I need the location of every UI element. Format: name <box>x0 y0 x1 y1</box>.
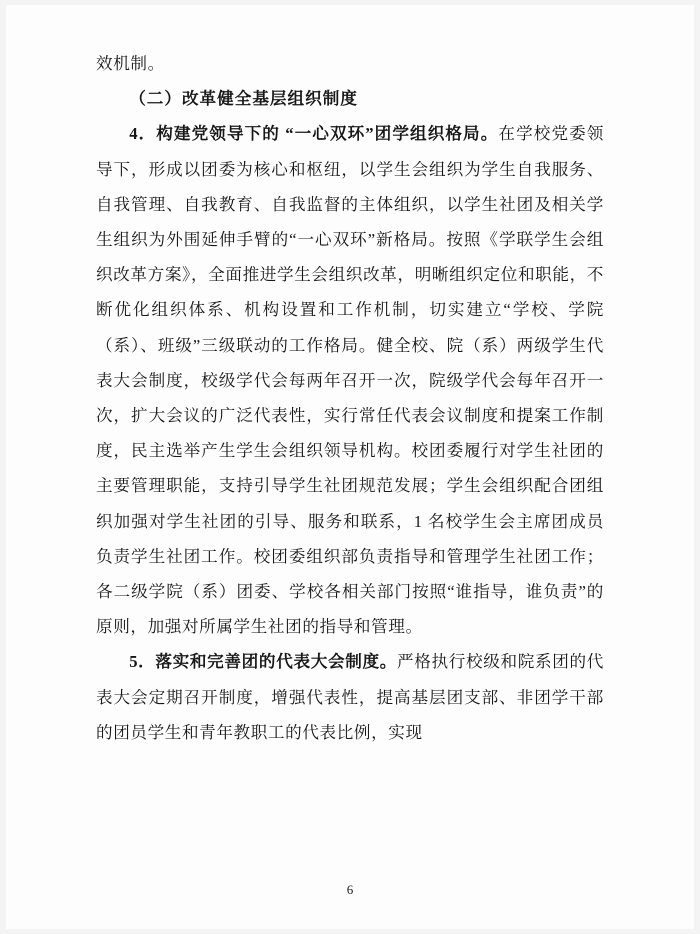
page-edge-top <box>0 0 700 5</box>
section-heading <box>96 81 604 116</box>
paragraph-item-4-text: 在学校党委领导下，形成以团委为核心和枢纽，以学生会组织为学生自我服务、自我管理、自我教育、自我监督的主体组织，以学生社团及相关学生组织为外围延伸手臂的“一心双环”新格局。按照《学联学生会组织改革方案》，全面推进学生会组织改革，明晰组织定位和职能，不断优化组织体系、机构设置和工作机制，切实建立“学校、学院（系）、班级”三级联动的工作格局。健全校、院（系）两级学生代表大会制度，校级学代会每两年召开一次，院级学代会每年召开一次，扩大会议的广泛代表性，实行常任代表会议制度和提案工作制度，民主选举产生学生会组织领导机构。校团委履行对学生社团的主要管理职能，支持引导学生社团规范发展；学生会组织配合团组织加强对学生社团的引导、服务和联系，1 名校学生会主席团成员负责学生社团工作。校团委组织部负责指导和管理学生社团工作；各二级学院（系）团委、学校各相关部门按照“谁指导，谁负责”的原则，加强对所属学生社团的指导和管理。 <box>96 124 604 637</box>
paragraph-item-4 <box>96 116 604 644</box>
page-edge-right <box>694 0 700 934</box>
paragraph-item-4-lead: 4．构建党领导下的 “一心双环”团学组织格局。 <box>129 124 499 144</box>
page-number: 6 <box>346 882 354 897</box>
document-body <box>96 46 604 750</box>
section-heading-text: （二）改革健全基层组织制度 <box>129 89 358 109</box>
paragraph-item-5 <box>96 644 604 750</box>
paragraph-continuation <box>96 46 604 81</box>
paragraph-text: 效机制。 <box>96 54 165 73</box>
page-edge-bottom <box>0 929 700 934</box>
paragraph-item-5-text: 严格执行校级和院系团的代表大会定期召开制度，增强代表性，提高基层团支部、非团学干部的团员学生和青年教职工的代表比例，实现 <box>96 652 604 742</box>
page-edge-left <box>0 0 6 934</box>
paragraph-item-5-lead: 5．落实和完善团的代表大会制度。 <box>129 652 397 672</box>
